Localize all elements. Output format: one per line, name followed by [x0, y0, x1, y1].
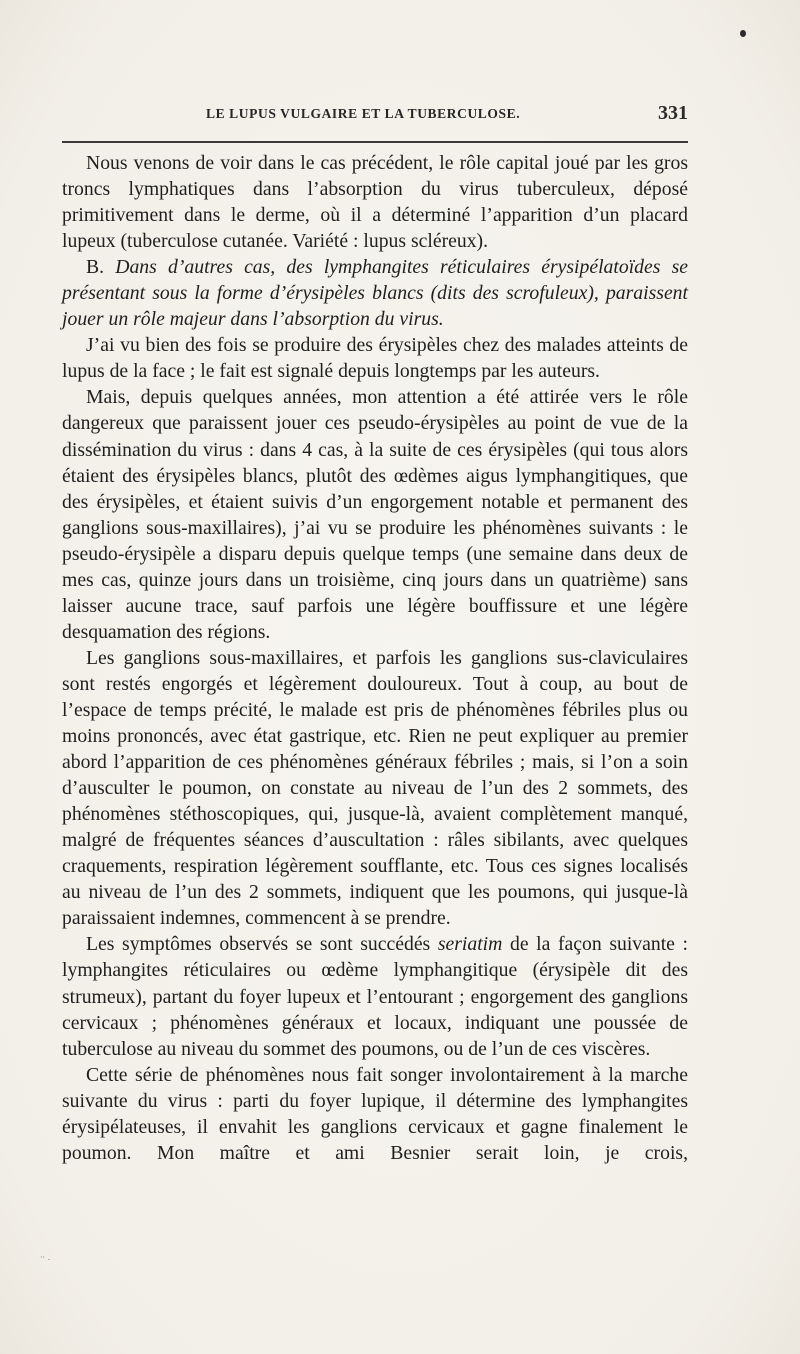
paragraph-5: Les ganglions sous-maxillaires, et parfois les ganglions sus-claviculaires sont restés engorgés et légèrement douloureux. Tout à coup, au bout de l’espace de temps précité, le malade est pris de phénomènes fébriles plus ou moins prononcés, avec état gastrique, etc. Rien ne peut expliquer au premier abord l’apparition de ces phénomènes généraux fébriles ; mais, si l’on a soin d’ausculter le poumon, on constate au niveau de l’un des 2 sommets, des phénomènes stéthoscopiques, qui, jusque-là, avaient complètement manqué, malgré de fréquentes séances d’auscultation : râles sibilants, avec quelques craquements, respiration légèrement soufflante, etc. Tous ces signes localisés au niveau de l’un des 2 sommets, indiquent que les poumons, qui jusque-là paraissaient indemnes, commencent à se prendre. — [62, 646, 688, 930]
page-number: 331 — [658, 102, 688, 124]
running-title: LE LUPUS VULGAIRE ET LA TUBERCULOSE. — [206, 106, 521, 121]
paragraph-6-end: de la façon suivante : lymphangites réticulaires ou œdème lymphangitique (érysipèle dit des strumeux), partant du foyer lupeux et l’entourant ; engorgement des ganglions cervicaux ; phénomènes généraux et locaux, indiquant une poussée de tuberculose au niveau du sommet des poumons, ou de l’un de ces viscères. — [62, 933, 688, 1060]
page-header — [62, 102, 688, 130]
paragraph-4: Mais, depuis quelques années, mon attention a été attirée vers le rôle dangereux que paraissent jouer ces pseudo-érysipèles au point de vue de la dissémination du virus : dans 4 cas, à la suite de ces érysipèles (qui tous alors étaient des érysipèles blancs, plutôt des œdèmes aigus lymphangitiques, que des érysipèles, et étaient suivis d’un engorgement notable et permanent des ganglions sous-maxillaires), j’ai vu se produire les phénomènes suivants : le pseudo-érysipèle a disparu depuis quelque temps (une semaine dans deux de mes cas, quinze jours dans un troisième, cinq jours dans un quatrième) sans laisser aucune trace, sauf parfois une légère bouffissure et une légère desquamation des régions. — [62, 386, 688, 643]
section-letter: B. — [86, 256, 105, 279]
footer-mark: ·· . — [40, 1253, 51, 1262]
paragraph-7: Cette série de phénomènes nous fait songer involontairement à la marche suivante du virus : parti du foyer lupique, il détermine des lymphangites érysipélateuses, il envahit les ganglions cervicaux et gagne finalement le poumon. Mon maître et ami Besnier serait loin, je crois, — [62, 1063, 688, 1164]
paragraph-1: Nous venons de voir dans le cas précédent, le rôle capital joué par les gros troncs lymphatiques dans l’absorption du virus tuberculeux, déposé primitivement dans le derme, où il a déterminé l’apparition d’un placard lupeux (tuberculose cutanée. Variété : lupus scléreux). — [62, 152, 688, 253]
ink-speck — [740, 30, 746, 37]
paragraph-6-start: Les symptômes observés se sont succédés — [86, 933, 431, 956]
paragraph-6 — [62, 931, 688, 1061]
body-text — [62, 150, 688, 1166]
paragraph-2 — [62, 254, 688, 332]
header-rule — [62, 141, 688, 143]
seriatim-italic: seriatim — [437, 933, 503, 956]
paragraph-3: J’ai vu bien des fois se produire des érysipèles chez des malades atteints de lupus de la face ; le fait est signalé depuis longtemps par les auteurs. — [62, 334, 688, 383]
paragraph-2-italic: Dans d’autres cas, des lymphangites réticulaires érysipélatoïdes se présentant sous la forme d’érysipèles blancs (dits des scrofuleux), paraissent jouer un rôle majeur dans l’absorption du virus. — [62, 256, 688, 331]
